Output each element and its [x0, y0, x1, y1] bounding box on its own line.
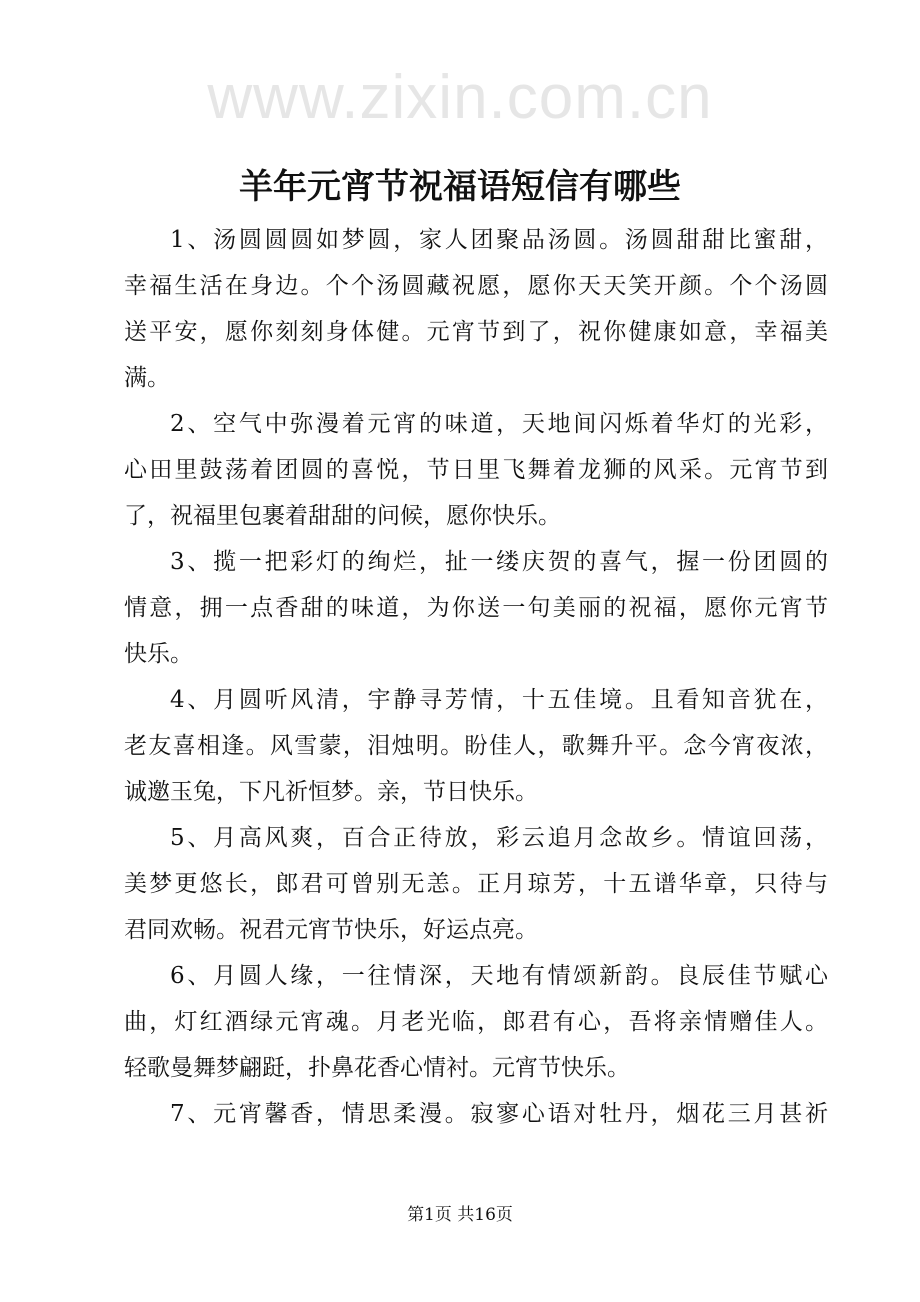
paragraph-line: 轻歌曼舞梦翩跹，扑鼻花香心情衬。元宵节快乐。: [124, 1055, 630, 1081]
document-title: 羊年元宵节祝福语短信有哪些: [239, 167, 681, 207]
paragraph: [124, 401, 828, 539]
paragraph-line: 送平安，愿你刻刻身体健。元宵节到了，祝你健康如意，幸福美: [124, 319, 828, 345]
paragraph: [124, 539, 828, 677]
paragraph-line: 了，祝福里包裹着甜甜的问候，愿你快乐。: [124, 503, 561, 529]
paragraph: [124, 217, 828, 401]
paragraph: [124, 815, 828, 953]
paragraph-line: 美梦更悠长，郎君可曾别无恙。正月琼芳，十五谱华章，只待与: [124, 871, 828, 897]
paragraph: [124, 1091, 828, 1137]
paragraph: [124, 677, 828, 815]
paragraph: [124, 953, 828, 1091]
paragraph-line: 4、月圆听风清，宇静寻芳情，十五佳境。且看知音犹在，: [170, 687, 828, 713]
page-footer: 第1页 共16页: [407, 1205, 513, 1225]
watermark: www.zixin.com.cn: [207, 63, 713, 132]
paragraph-line: 快乐。: [124, 641, 193, 667]
paragraph-line: 6、月圆人缘，一往情深，天地有情颂新韵。良辰佳节赋心: [170, 963, 828, 989]
paragraph-line: 1、汤圆圆圆如梦圆，家人团聚品汤圆。汤圆甜甜比蜜甜，: [170, 227, 828, 253]
paragraph-line: 心田里鼓荡着团圆的喜悦，节日里飞舞着龙狮的风采。元宵节到: [124, 457, 828, 483]
paragraph-line: 7、元宵馨香，情思柔漫。寂寥心语对牡丹，烟花三月甚祈: [170, 1101, 828, 1127]
document-body: [124, 217, 828, 1137]
paragraph-line: 幸福生活在身边。个个汤圆藏祝愿，愿你天天笑开颜。个个汤圆: [124, 273, 828, 299]
paragraph-line: 2、空气中弥漫着元宵的味道，天地间闪烁着华灯的光彩，: [170, 411, 828, 437]
paragraph-line: 曲，灯红酒绿元宵魂。月老光临，郎君有心，吾将亲情赠佳人。: [124, 1009, 828, 1035]
paragraph-line: 情意，拥一点香甜的味道，为你送一句美丽的祝福，愿你元宵节: [124, 595, 828, 621]
paragraph-line: 老友喜相逢。风雪蒙，泪烛明。盼佳人，歌舞升平。念今宵夜浓，: [124, 733, 828, 759]
paragraph-line: 5、月高风爽，百合正待放，彩云追月念故乡。情谊回荡，: [170, 825, 828, 851]
paragraph-line: 诚邀玉兔，下凡祈恒梦。亲，节日快乐。: [124, 779, 538, 805]
paragraph-line: 满。: [124, 365, 170, 391]
paragraph-line: 君同欢畅。祝君元宵节快乐，好运点亮。: [124, 917, 538, 943]
paragraph-line: 3、揽一把彩灯的绚烂，扯一缕庆贺的喜气，握一份团圆的: [170, 549, 828, 575]
